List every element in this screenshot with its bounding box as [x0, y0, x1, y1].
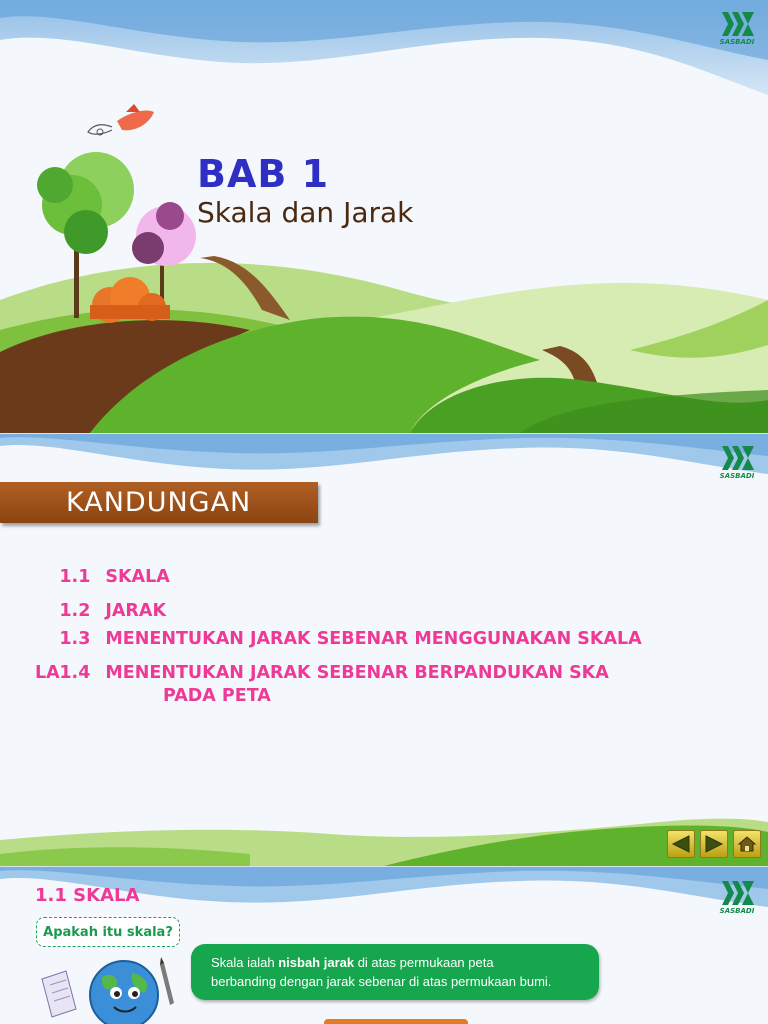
home-icon [737, 835, 757, 853]
definition-text-end: di atas permukaan peta [354, 955, 494, 970]
chapter-title: BAB 1 [197, 152, 330, 196]
sasbadi-logo-icon [718, 10, 756, 40]
toc-item-number: 1.4 [59, 663, 91, 683]
contents-heading: KANDUNGAN [0, 482, 318, 523]
definition-keyword: nisbah jarak [278, 955, 355, 970]
sasbadi-logo [718, 879, 756, 915]
scale-slide [0, 866, 768, 1024]
arrow-left-icon [671, 835, 691, 853]
arrow-right-icon [704, 835, 724, 853]
definition-text-start: Skala ialah [211, 955, 279, 970]
toc-item-text: SKALA [105, 567, 170, 587]
sasbadi-logo-icon [718, 879, 756, 909]
logo-text: SASBADI [719, 38, 755, 46]
logo-text: SASBADI [719, 907, 755, 915]
toc-item-text: MENENTUKAN JARAK SEBENAR BERPANDUKAN SKA [105, 663, 609, 683]
orange-tab [324, 1019, 468, 1024]
next-slide-button[interactable] [700, 830, 728, 858]
home-button[interactable] [733, 830, 761, 858]
sasbadi-logo [718, 444, 756, 480]
definition-text-line2: berbanding dengan jarak sebenar di atas permukaan bumi. [211, 974, 552, 989]
title-slide [0, 0, 768, 433]
sasbadi-logo [718, 10, 756, 46]
chapter-subtitle: Skala dan Jarak [197, 196, 414, 229]
sasbadi-logo-icon [718, 444, 756, 474]
contents-slide [0, 433, 768, 866]
toc-item-text: JARAK [105, 601, 167, 621]
toc-item-number: 1.1 [59, 567, 91, 587]
globe-mascot-illustration [40, 953, 190, 1024]
definition-box [191, 944, 599, 1000]
toc-item-number: 1.3 [59, 629, 91, 649]
question-bubble: Apakah itu skala? [36, 917, 180, 947]
previous-slide-button[interactable] [667, 830, 695, 858]
toc-item-4-wrap: LA [35, 663, 60, 683]
toc-item-4[interactable] [35, 643, 609, 703]
toc-item-text: MENENTUKAN JARAK SEBENAR MENGGUNAKAN SKALA [105, 629, 642, 649]
section-heading: 1.1 SKALA [35, 885, 140, 906]
logo-text: SASBADI [719, 472, 755, 480]
toc-item-number: 1.2 [59, 601, 91, 621]
toc-item-4-line2: PADA PETA [163, 686, 271, 706]
